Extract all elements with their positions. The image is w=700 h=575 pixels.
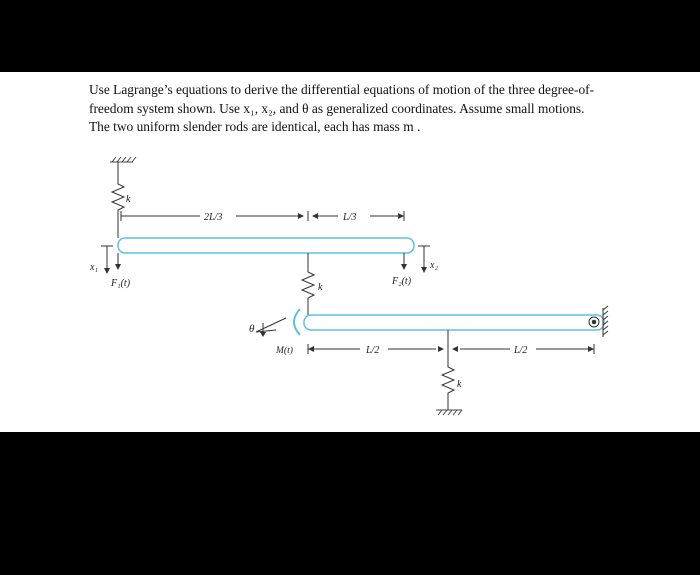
pin-support bbox=[589, 306, 608, 337]
upper-dimension-line bbox=[121, 211, 404, 221]
middle-spring-label: k bbox=[318, 282, 323, 293]
upper-rod bbox=[118, 238, 414, 253]
x2-label: x₂ bbox=[430, 260, 438, 271]
lower-rod bbox=[304, 315, 604, 330]
lower-dimension-line bbox=[308, 344, 594, 354]
middle-spring bbox=[302, 253, 314, 315]
problem-line-3: The two uniform slender rods are identical, each has mass m . bbox=[89, 119, 421, 134]
moment-label: M(t) bbox=[276, 346, 293, 356]
bottom-spring bbox=[442, 330, 454, 410]
theta-arrow bbox=[256, 318, 286, 337]
x1-arrow bbox=[101, 246, 113, 274]
dim-lower-left: L/2 bbox=[366, 345, 380, 356]
force2-label: F₂(t) bbox=[392, 276, 412, 287]
x2-arrow bbox=[418, 246, 430, 273]
bottom-ground bbox=[436, 410, 462, 415]
problem-line-2: freedom system shown. Use x₁, x₂, and θ as generalized coordinates. Assume small motions. bbox=[89, 100, 585, 116]
problem-page bbox=[0, 72, 700, 432]
dim-upper-right: L/3 bbox=[343, 212, 357, 223]
force1-label: F₁(t) bbox=[111, 278, 131, 289]
force2-arrow bbox=[401, 253, 407, 270]
moment-arc bbox=[294, 309, 300, 335]
dim-lower-right: L/2 bbox=[514, 345, 528, 356]
top-spring bbox=[112, 162, 124, 238]
bottom-spring-label: k bbox=[457, 379, 462, 390]
theta-label: θ bbox=[249, 323, 255, 335]
dim-upper-left: 2L/3 bbox=[204, 212, 223, 223]
force1-arrow bbox=[115, 253, 121, 270]
top-ground bbox=[110, 157, 136, 162]
top-spring-label: k bbox=[126, 194, 131, 205]
system-diagram bbox=[0, 72, 700, 432]
problem-line-1: Use Lagrange’s equations to derive the differential equations of motion of the three degree-of- bbox=[89, 82, 595, 97]
x1-label: x₁ bbox=[90, 262, 98, 273]
